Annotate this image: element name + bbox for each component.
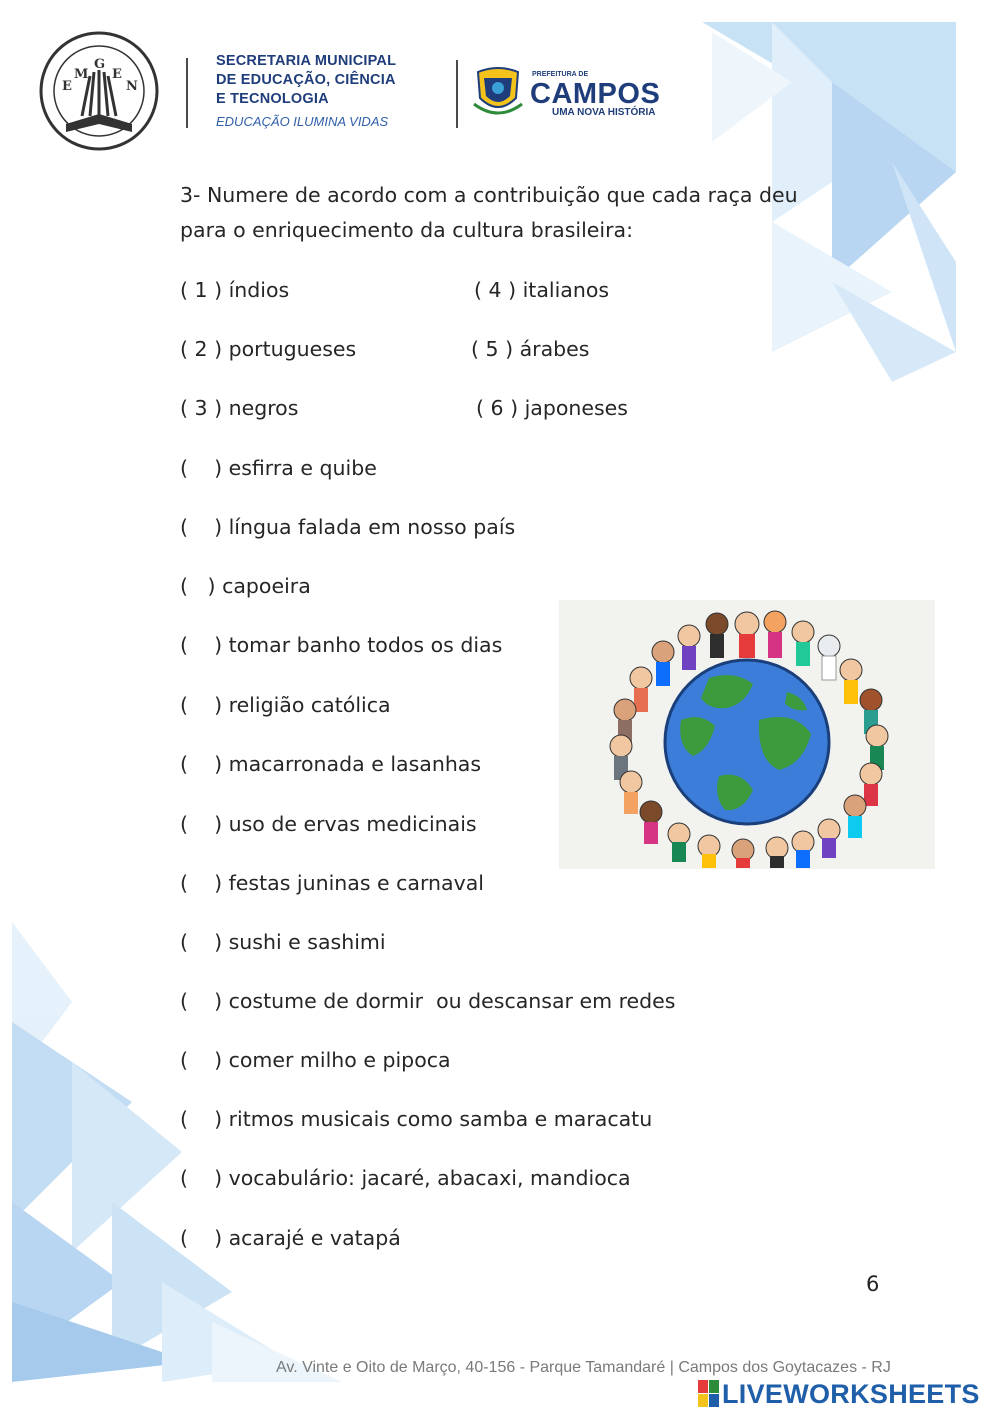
key-right-5: ( 5 ) árabes <box>471 337 590 361</box>
answer-item: ( ) capoeira <box>180 574 311 598</box>
globe-children-illustration <box>559 600 935 869</box>
answer-item: ( ) língua falada em nosso país <box>180 515 516 539</box>
key-left-2: ( 2 ) portugueses <box>180 337 357 361</box>
header-divider <box>186 58 188 128</box>
answer-item: ( ) sushi e sashimi <box>180 930 386 954</box>
liveworksheets-badge-icon <box>698 1380 720 1408</box>
answer-blank[interactable]: ( ) <box>180 633 223 657</box>
globe <box>665 660 829 824</box>
key-right-6: ( 6 ) japoneses <box>476 396 628 420</box>
prefeitura-small-label: PREFEITURA DE <box>532 71 589 78</box>
answer-blank[interactable]: ( ) <box>180 693 223 717</box>
question-title: 3- Numere de acordo com a contribuição que cada raça deu para o enriquecimento da cultura brasileira: <box>180 183 798 242</box>
answer-blank[interactable]: ( ) <box>180 515 223 539</box>
page-number: 6 <box>866 1272 880 1296</box>
prefeitura-emblem-icon <box>472 64 524 120</box>
answer-item: ( ) religião católica <box>180 693 391 717</box>
footer-address: Av. Vinte e Oito de Março, 40-156 - Parque Tamandaré | Campos dos Goytacazes - RJ <box>276 1359 891 1376</box>
answer-blank[interactable]: ( ) <box>180 871 223 895</box>
key-left-3: ( 3 ) negros <box>180 396 299 420</box>
header-divider-2 <box>456 60 458 128</box>
answer-item: ( ) ritmos musicais como samba e maracatu <box>180 1107 653 1131</box>
answer-blank[interactable]: ( ) <box>180 574 216 598</box>
answer-item: ( ) tomar banho todos os dias <box>180 633 503 657</box>
svg-text:M: M <box>74 67 89 82</box>
school-seal-logo <box>36 28 162 154</box>
answer-blank[interactable]: ( ) <box>180 812 223 836</box>
answer-item: ( ) uso de ervas medicinais <box>180 812 477 836</box>
answer-blank[interactable]: ( ) <box>180 456 223 480</box>
answer-blank[interactable]: ( ) <box>180 752 223 776</box>
key-left-1: ( 1 ) índios <box>180 278 290 302</box>
answer-item: ( ) esfirra e quibe <box>180 456 377 480</box>
answer-blank[interactable]: ( ) <box>180 930 223 954</box>
svg-text:E: E <box>62 79 72 94</box>
answer-blank[interactable]: ( ) <box>180 1107 223 1131</box>
secretaria-title: SECRETARIA MUNICIPAL DE EDUCAÇÃO, CIÊNCIA E TECNOLOGIA <box>216 53 397 107</box>
answer-blank[interactable]: ( ) <box>180 1166 223 1190</box>
liveworksheets-watermark: LIVEWORKSHEETS <box>698 1379 980 1409</box>
prefeitura-subtitle: UMA NOVA HISTÓRIA <box>552 107 656 118</box>
prefeitura-name: CAMPOS <box>530 78 661 110</box>
answer-blank[interactable]: ( ) <box>180 1048 223 1072</box>
svg-text:E: E <box>112 67 122 82</box>
answer-item: ( ) festas juninas e carnaval <box>180 871 485 895</box>
answer-blank[interactable]: ( ) <box>180 989 223 1013</box>
svg-text:G: G <box>94 57 106 72</box>
answer-item: ( ) comer milho e pipoca <box>180 1048 451 1072</box>
secretaria-slogan: EDUCAÇÃO ILUMINA VIDAS <box>216 114 389 129</box>
key-right-4: ( 4 ) italianos <box>474 278 610 302</box>
answer-item: ( ) macarronada e lasanhas <box>180 752 482 776</box>
svg-text:N: N <box>126 79 138 94</box>
answer-item: ( ) costume de dormir ou descansar em redes <box>180 989 676 1013</box>
answer-item: ( ) vocabulário: jacaré, abacaxi, mandioca <box>180 1166 631 1190</box>
answer-blank[interactable]: ( ) <box>180 1226 223 1250</box>
answer-item: ( ) acarajé e vatapá <box>180 1226 401 1250</box>
